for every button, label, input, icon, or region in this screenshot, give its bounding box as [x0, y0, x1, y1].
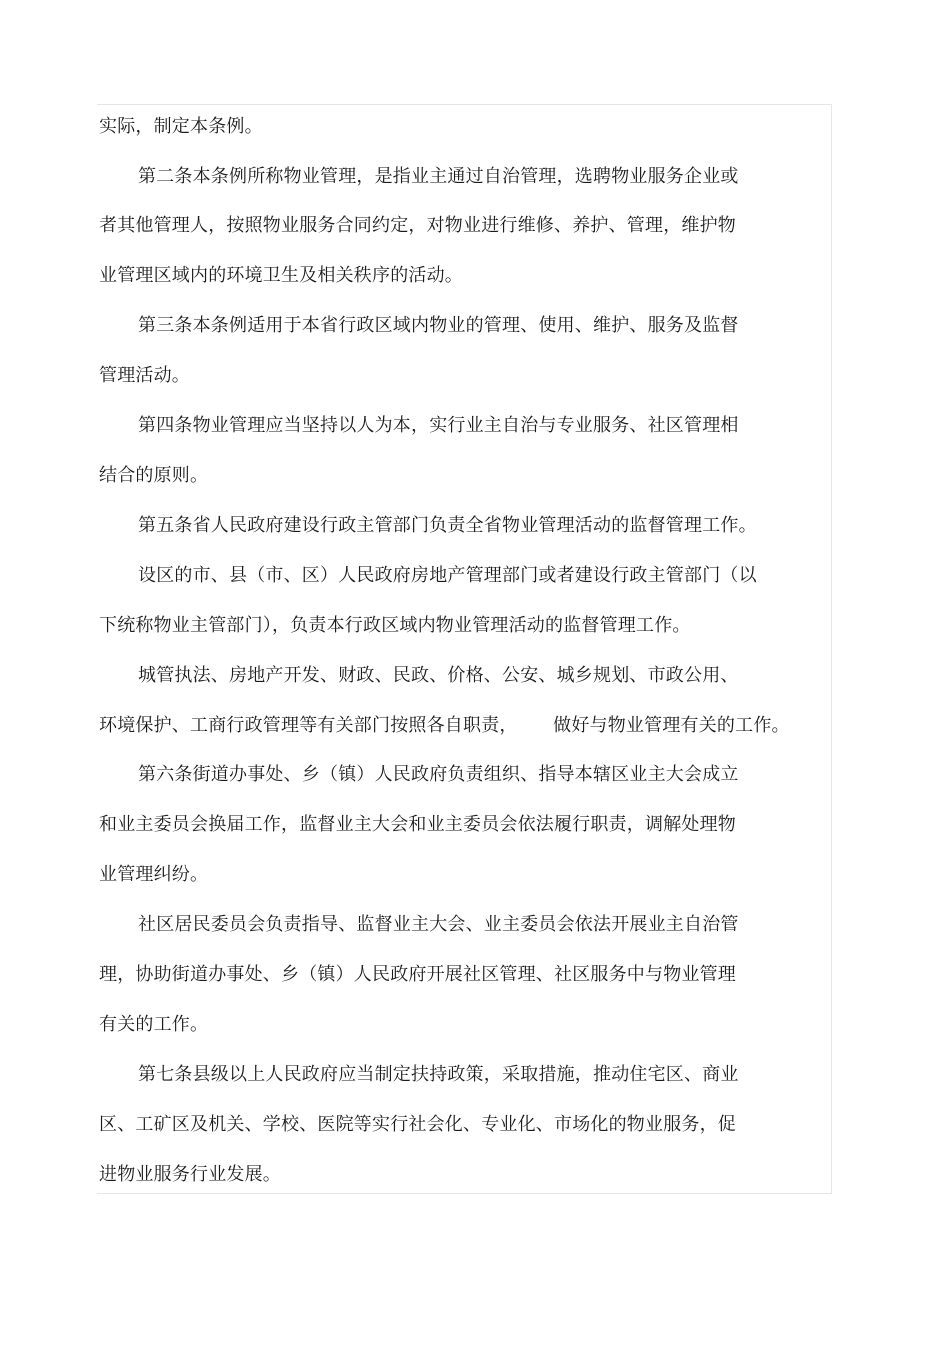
text-line: 第六条街道办事处、乡（镇）人民政府负责组织、指导本辖区业主大会成立 [138, 764, 739, 785]
text-line: 理，协助街道办事处、乡（镇）人民政府开展社区管理、社区服务中与物业管理 [99, 964, 736, 985]
text-line: 第四条物业管理应当坚持以人为本，实行业主自治与专业服务、社区管理相 [138, 415, 739, 436]
text-line: 社区居民委员会负责指导、监督业主大会、业主委员会依法开展业主自治管 [138, 914, 739, 935]
text-line: 实际，制定本条例。 [99, 116, 263, 137]
text-line: 有关的工作。 [99, 1014, 209, 1035]
text-line: 结合的原则。 [99, 465, 209, 486]
text-line: 进物业服务行业发展。 [99, 1164, 281, 1185]
text-line: 城管执法、房地产开发、财政、民政、价格、公安、城乡规划、市政公用、 [138, 665, 739, 686]
text-line: 和业主委员会换届工作，监督业主大会和业主委员会依法履行职责，调解处理物 [99, 814, 736, 835]
text-line: 业管理纠纷。 [99, 864, 209, 885]
text-line: 业管理区域内的环境卫生及相关秩序的活动。 [99, 265, 463, 286]
text-line: 者其他管理人，按照物业服务合同约定，对物业进行维修、养护、管理，维护物 [99, 215, 736, 236]
text-line: 第二条本条例所称物业管理，是指业主通过自治管理，选聘物业服务企业或 [138, 166, 739, 187]
text-line: 环境保护、工商行政管理等有关部门按照各自职责， 做好与物业管理有关的工作。 [99, 715, 790, 736]
text-line: 管理活动。 [99, 365, 190, 386]
text-line: 区、工矿区及机关、学校、医院等实行社会化、专业化、市场化的物业服务，促 [99, 1114, 736, 1135]
text-line: 设区的市、县（市、区）人民政府房地产管理部门或者建设行政主管部门（以 [138, 565, 757, 586]
text-line: 第五条省人民政府建设行政主管部门负责全省物业管理活动的监督管理工作。 [138, 515, 757, 536]
text-line: 第三条本条例适用于本省行政区域内物业的管理、使用、维护、服务及监督 [138, 315, 739, 336]
text-line: 第七条县级以上人民政府应当制定扶持政策，采取措施，推动住宅区、商业 [138, 1064, 739, 1085]
text-line: 下统称物业主管部门），负责本行政区域内物业管理活动的监督管理工作。 [99, 615, 691, 636]
